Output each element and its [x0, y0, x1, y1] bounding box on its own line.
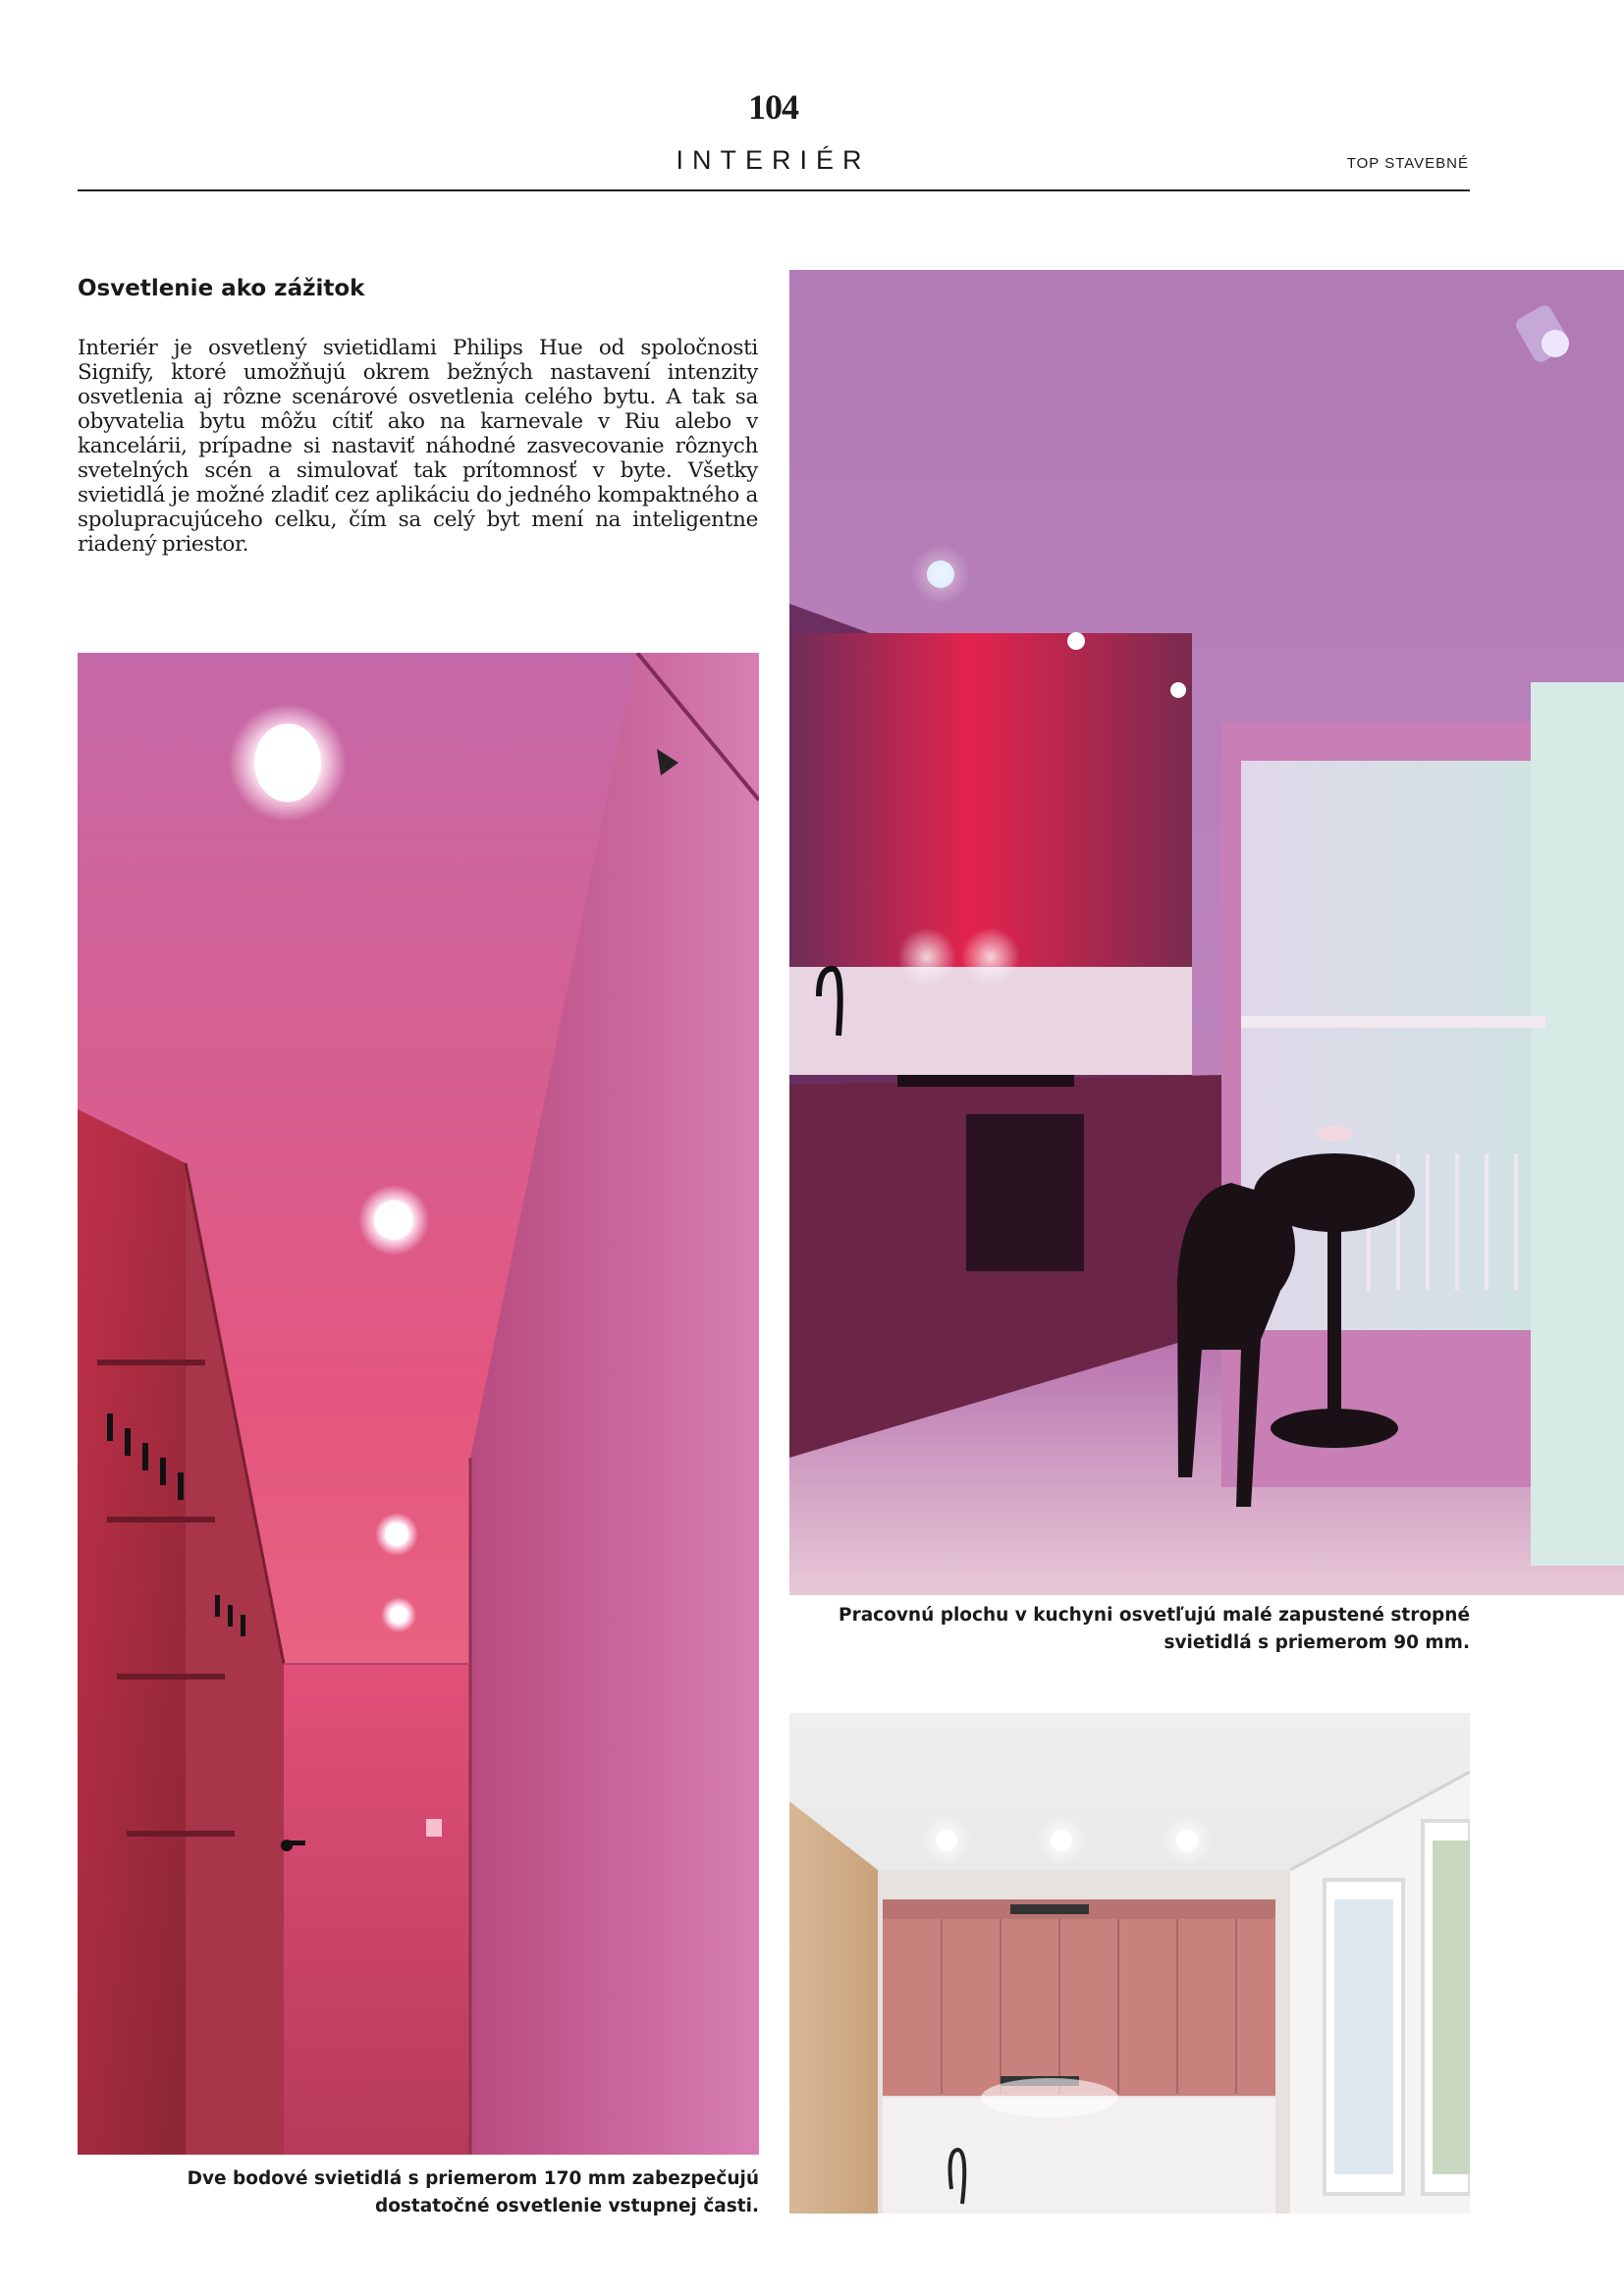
- hallway-caption: Dve bodové svietidlá s priemerom 170 mm zabezpečujú dostatočné osvetlenie vstupnej časti.: [187, 2168, 759, 2216]
- article-heading: Osvetlenie ako zážitok: [78, 276, 365, 301]
- header-rule: [78, 189, 1470, 191]
- article-body: Interiér je osvetlený svietidlami Philips Hue od spoločnosti Signify, ktoré umožňujú okrem bežných nastavení intenzity osvetlenia aj rôzne scenárové osvetlenia celého bytu. A tak sa obyvatelia bytu môžu cítiť ako na karnevale v Riu alebo v kancelárii, prípadne si nastaviť náhodné zasvecovanie rôznych svetelných scén a simulovať tak prítomnosť v byte. Všetky svietidlá je možné zladiť cez aplikáciu do jedného kompaktného a spolupracujúceho celku, čím sa celý byt mení na inteligentne riadený priestor.: [78, 336, 758, 557]
- kitchen-caption: Pracovnú plochu v kuchyni osvetľujú malé zapustené stropné svietidlá s priemerom 90 mm.: [839, 1605, 1470, 1653]
- magazine-name: TOP STAVEBNÉ: [1346, 155, 1469, 172]
- page-number: 104: [748, 87, 798, 127]
- section-title: INTERIÉR: [676, 145, 871, 175]
- kitchen-white-light-photo: [789, 1713, 1470, 2214]
- hallway-photo: [78, 653, 759, 2155]
- kitchen-photo: [789, 270, 1624, 1595]
